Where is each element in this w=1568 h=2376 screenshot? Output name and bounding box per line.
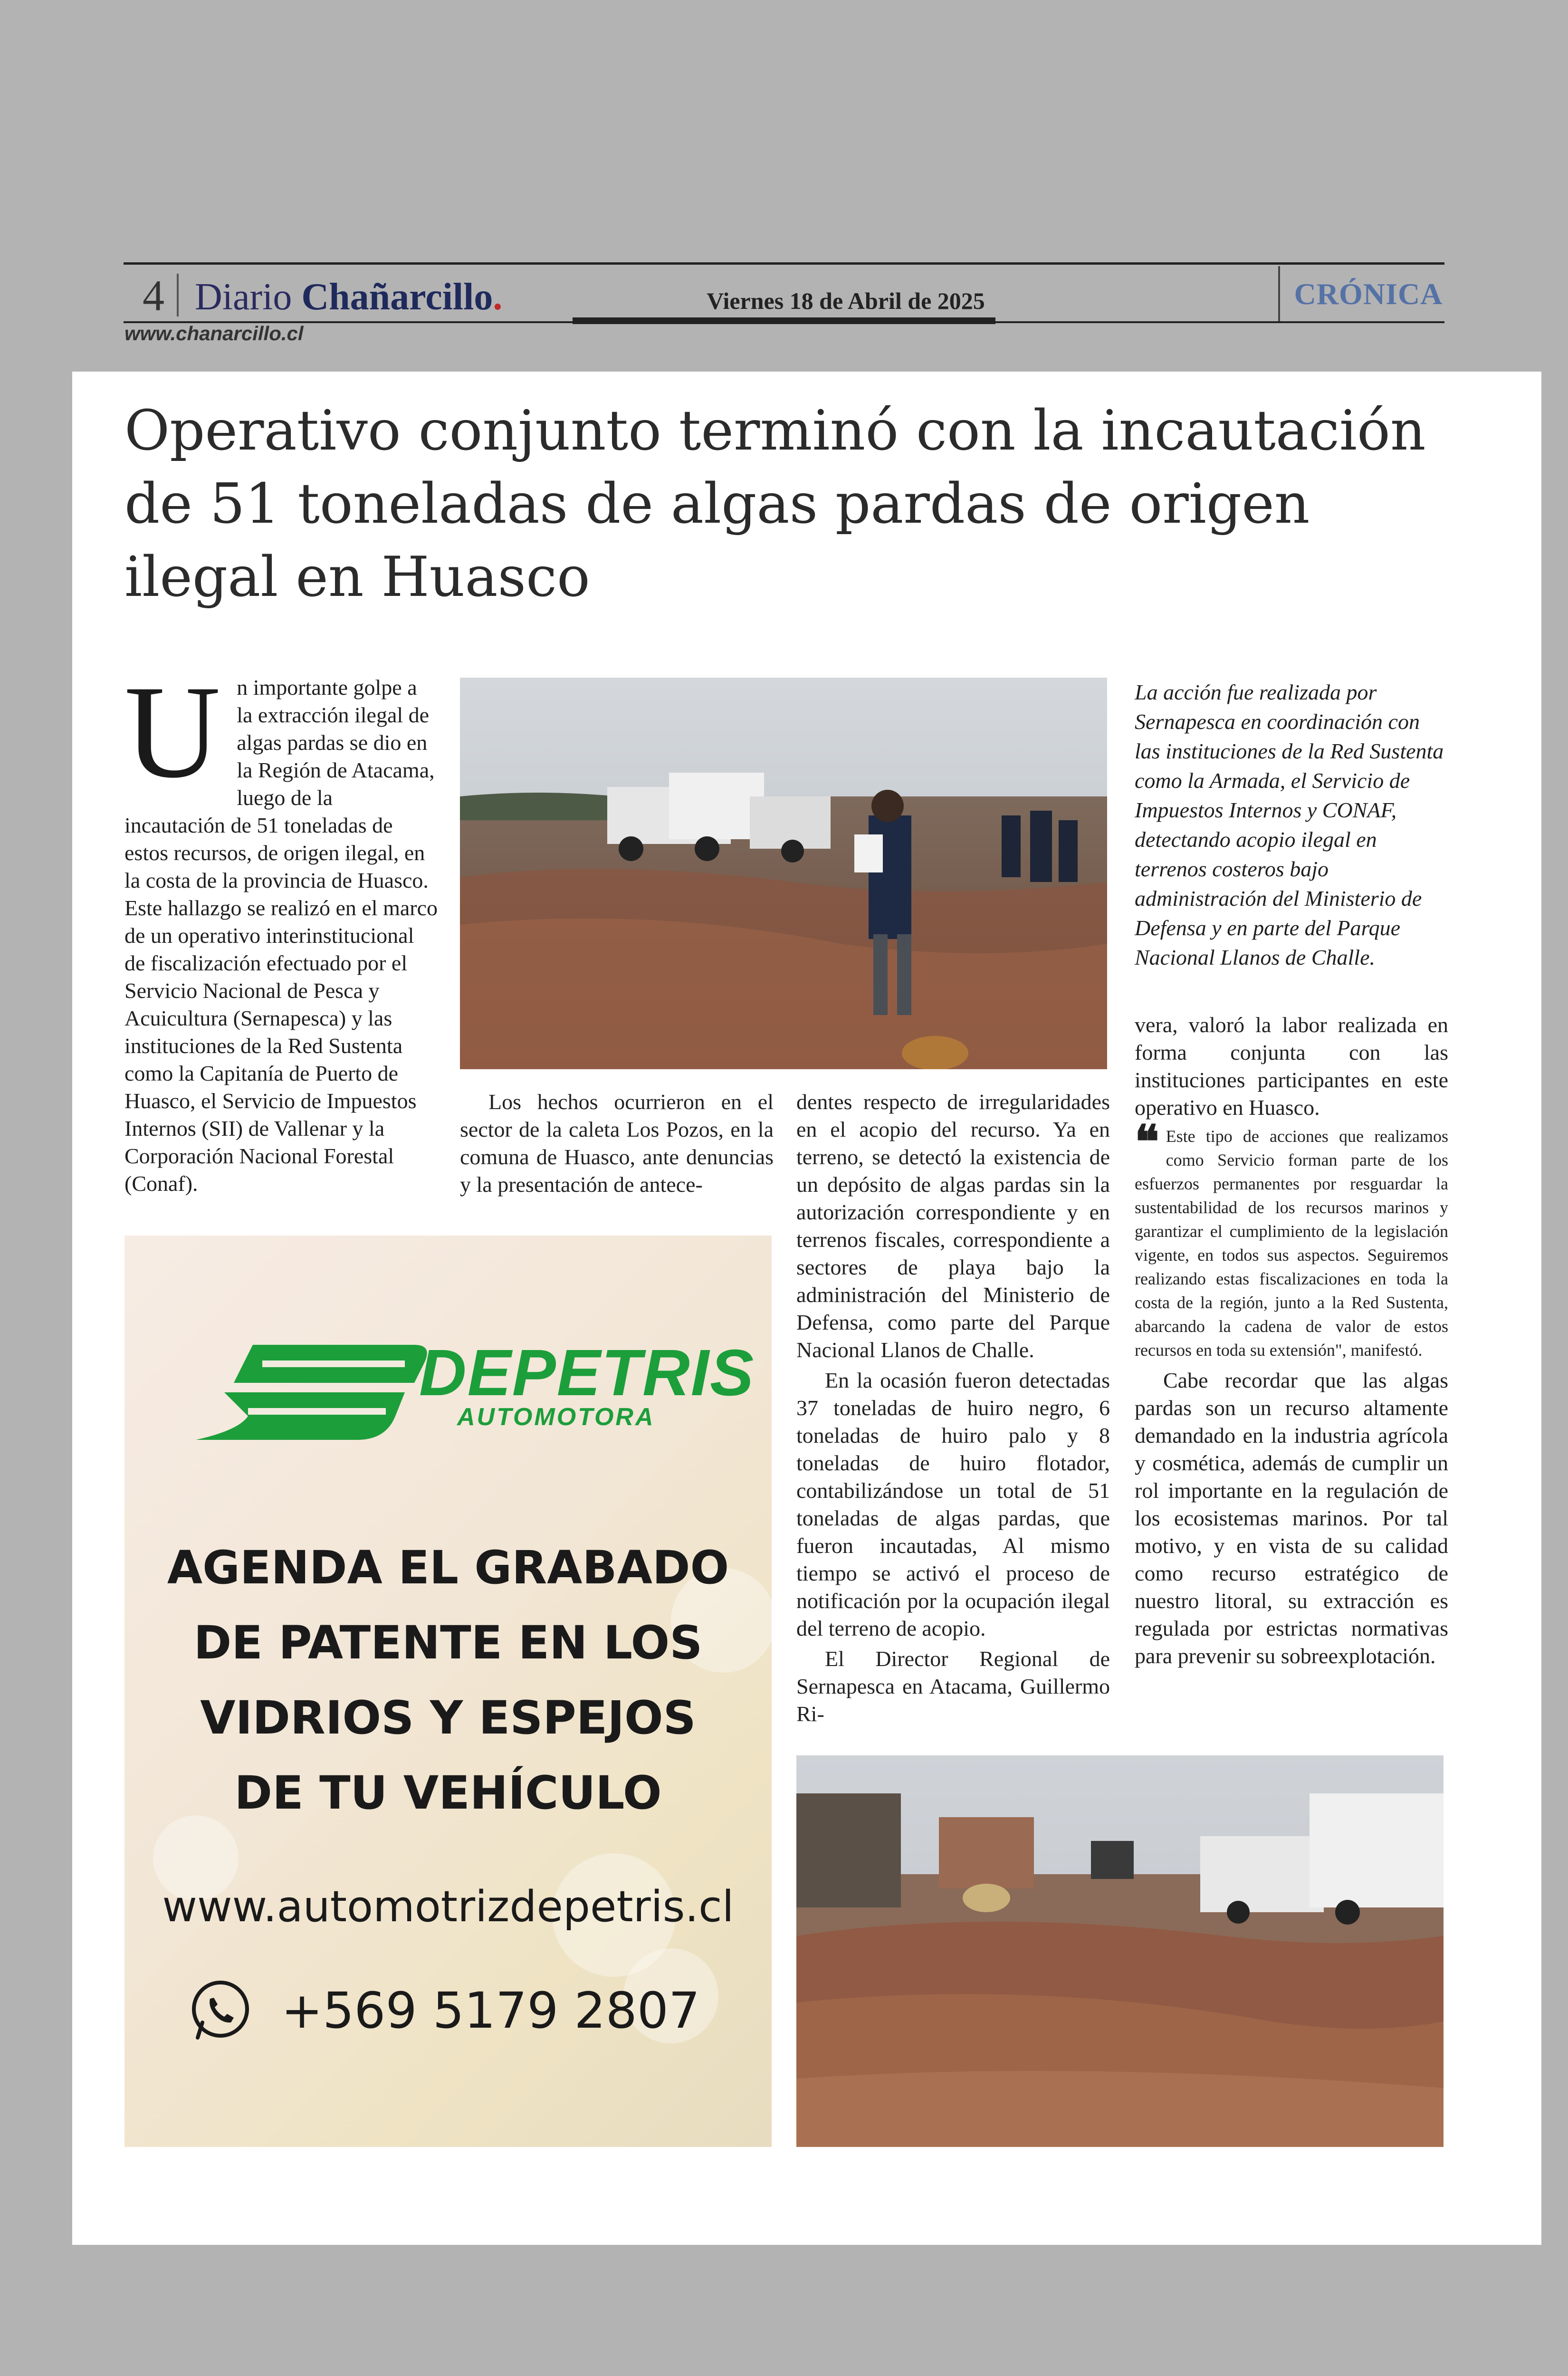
lead-paragraph xyxy=(124,658,438,1198)
ad-phone-number[interactable]: +569 5179 2807 xyxy=(281,1982,700,2040)
article-photo-top xyxy=(460,678,1107,1069)
newspaper-brand xyxy=(195,276,502,318)
site-url[interactable]: www.chanarcillo.cl xyxy=(124,322,304,345)
brand-prefix: Diario xyxy=(195,276,292,318)
pull-quote: La acción fue realizada por Sernapesca en coordinación con las instituciones de la Red Sustenta como la Armada, el Servicio de Impuestos Internos y CONAF, detectando acopio ilegal en terrenos costeros bajo administración del Ministerio de Defensa y en parte del Parque Nacional Llanos de Challe. xyxy=(1135,680,1444,969)
drop-cap: U xyxy=(124,658,221,805)
column-3 xyxy=(796,1088,1110,1731)
whatsapp-icon xyxy=(186,1977,253,2043)
page-number: 4 xyxy=(143,271,164,320)
article-headline: Operativo conjunto terminó con la incautación de 51 toneladas de algas pardas de origen ilegal en Huasco xyxy=(124,399,1426,609)
ad-headline-line: DE PATENTE EN LOS xyxy=(193,1616,703,1669)
column-2 xyxy=(460,1088,774,1201)
depetris-advertisement[interactable] xyxy=(124,1236,772,2147)
brand-name: Chañarcillo xyxy=(301,276,493,318)
masthead-rule-top xyxy=(124,262,1444,265)
section-label: CRÓNICA xyxy=(1294,277,1443,311)
masthead-divider xyxy=(177,274,179,316)
section-divider xyxy=(1278,266,1280,321)
masthead-rule-bottom xyxy=(124,321,1444,323)
ad-brand-name: DEPETRIS xyxy=(419,1336,755,1409)
masthead xyxy=(124,262,1444,324)
brand-dot: . xyxy=(493,276,503,318)
column-2-paragraph: Los hechos ocurrieron en el sector de la caleta Los Pozos, en la comuna de Huasco, ante denuncias y la presentación de antece- xyxy=(460,1090,774,1197)
column-3-paragraph-2: En la ocasión fueron detectadas 37 toneladas de huiro negro, 6 toneladas de huiro palo y 8 toneladas de huiro flotador, contabilizándose un total de 51 toneladas de algas pardas, que fueron incautadas, Al mismo tiempo se activó el proceso de notificación por la ocupación ilegal del terreno de acopio. xyxy=(796,1368,1110,1640)
director-quote xyxy=(1135,1117,1448,1362)
ad-headline-line: DE TU VEHÍCULO xyxy=(234,1766,662,1820)
quote-text: Este tipo de acciones que realizamos como Servicio forman parte de los esfuerzos permanentes por resguardar la sustentabilidad de los recursos marinos y garantizar el cumplimiento de la legislación vigente, en todos sus aspectos. Seguiremos realizando estas fiscalizaciones en toda la costa de la región, junto a la Red Sustenta, abarcando la cadena de valor de estos recursos en toda su extensión", manifestó. xyxy=(1135,1127,1448,1360)
column-4-paragraph-2: Cabe recordar que las algas pardas son un recurso altamente demandado en la industria agrícola y cosmética, además de cumplir un rol importante en la regulación de los ecosistemas marinos. Por tal motivo, y en vista de su calidad como recurso estratégico de nuestro litoral, su extracción es regulada por estrictas normativas para prevenir su sobreexplotación. xyxy=(1135,1368,1448,1668)
ad-brand-sub: AUTOMOTORA xyxy=(457,1403,655,1431)
ad-headline-line: AGENDA EL GRABADO xyxy=(167,1541,729,1594)
ad-website[interactable]: www.automotrizdepetris.cl xyxy=(162,1882,734,1932)
column-3-paragraph-3: El Director Regional de Sernapesca en Atacama, Guillermo Ri- xyxy=(796,1647,1110,1726)
ad-headline xyxy=(143,1530,753,1830)
lead-text: n importante golpe a la extracción ilegal de algas pardas se dio en la Región de Atacama, luego de la incautación de 51 toneladas de estos recursos, de origen ilegal, en la costa de la provincia de Huasco. Este hallazgo se realizó en el marco de un operativo interinstitucional de fiscalización efectuado por el Servicio Nacional de Pesca y Acuicultura (Sernapesca) y las instituciones de la Red Sustenta como la Capitanía de Puerto de Huasco, el Servicio de Impuestos Internos (SII) de Vallenar y la Corporación Nacional Forestal (Conaf). xyxy=(124,675,438,1196)
quote-mark: ❝ xyxy=(1135,1117,1159,1168)
issue-date: Viernes 18 de Abril de 2025 xyxy=(707,287,985,314)
article-photo-bottom xyxy=(796,1755,1444,2147)
column-3-paragraph-1: dentes respecto de irregularidades en el acopio del recurso. Ya en terreno, se detectó la existencia de un depósito de algas pardas sin la autorización correspondiente y en terrenos fiscales, correspondiente a sectores de playa bajo la administración del Ministerio de Defensa, como parte del Parque Nacional Llanos de Challe. xyxy=(796,1090,1110,1362)
seaweed-trucks-image xyxy=(460,678,1107,1069)
column-4 xyxy=(1135,1011,1448,1673)
column-4-paragraph-1: vera, valoró la labor realizada en forma conjunta con las instituciones participantes en este operativo en Huasco. xyxy=(1135,1013,1448,1120)
seaweed-yard-image xyxy=(796,1755,1444,2147)
ad-headline-line: VIDRIOS Y ESPEJOS xyxy=(200,1691,696,1744)
